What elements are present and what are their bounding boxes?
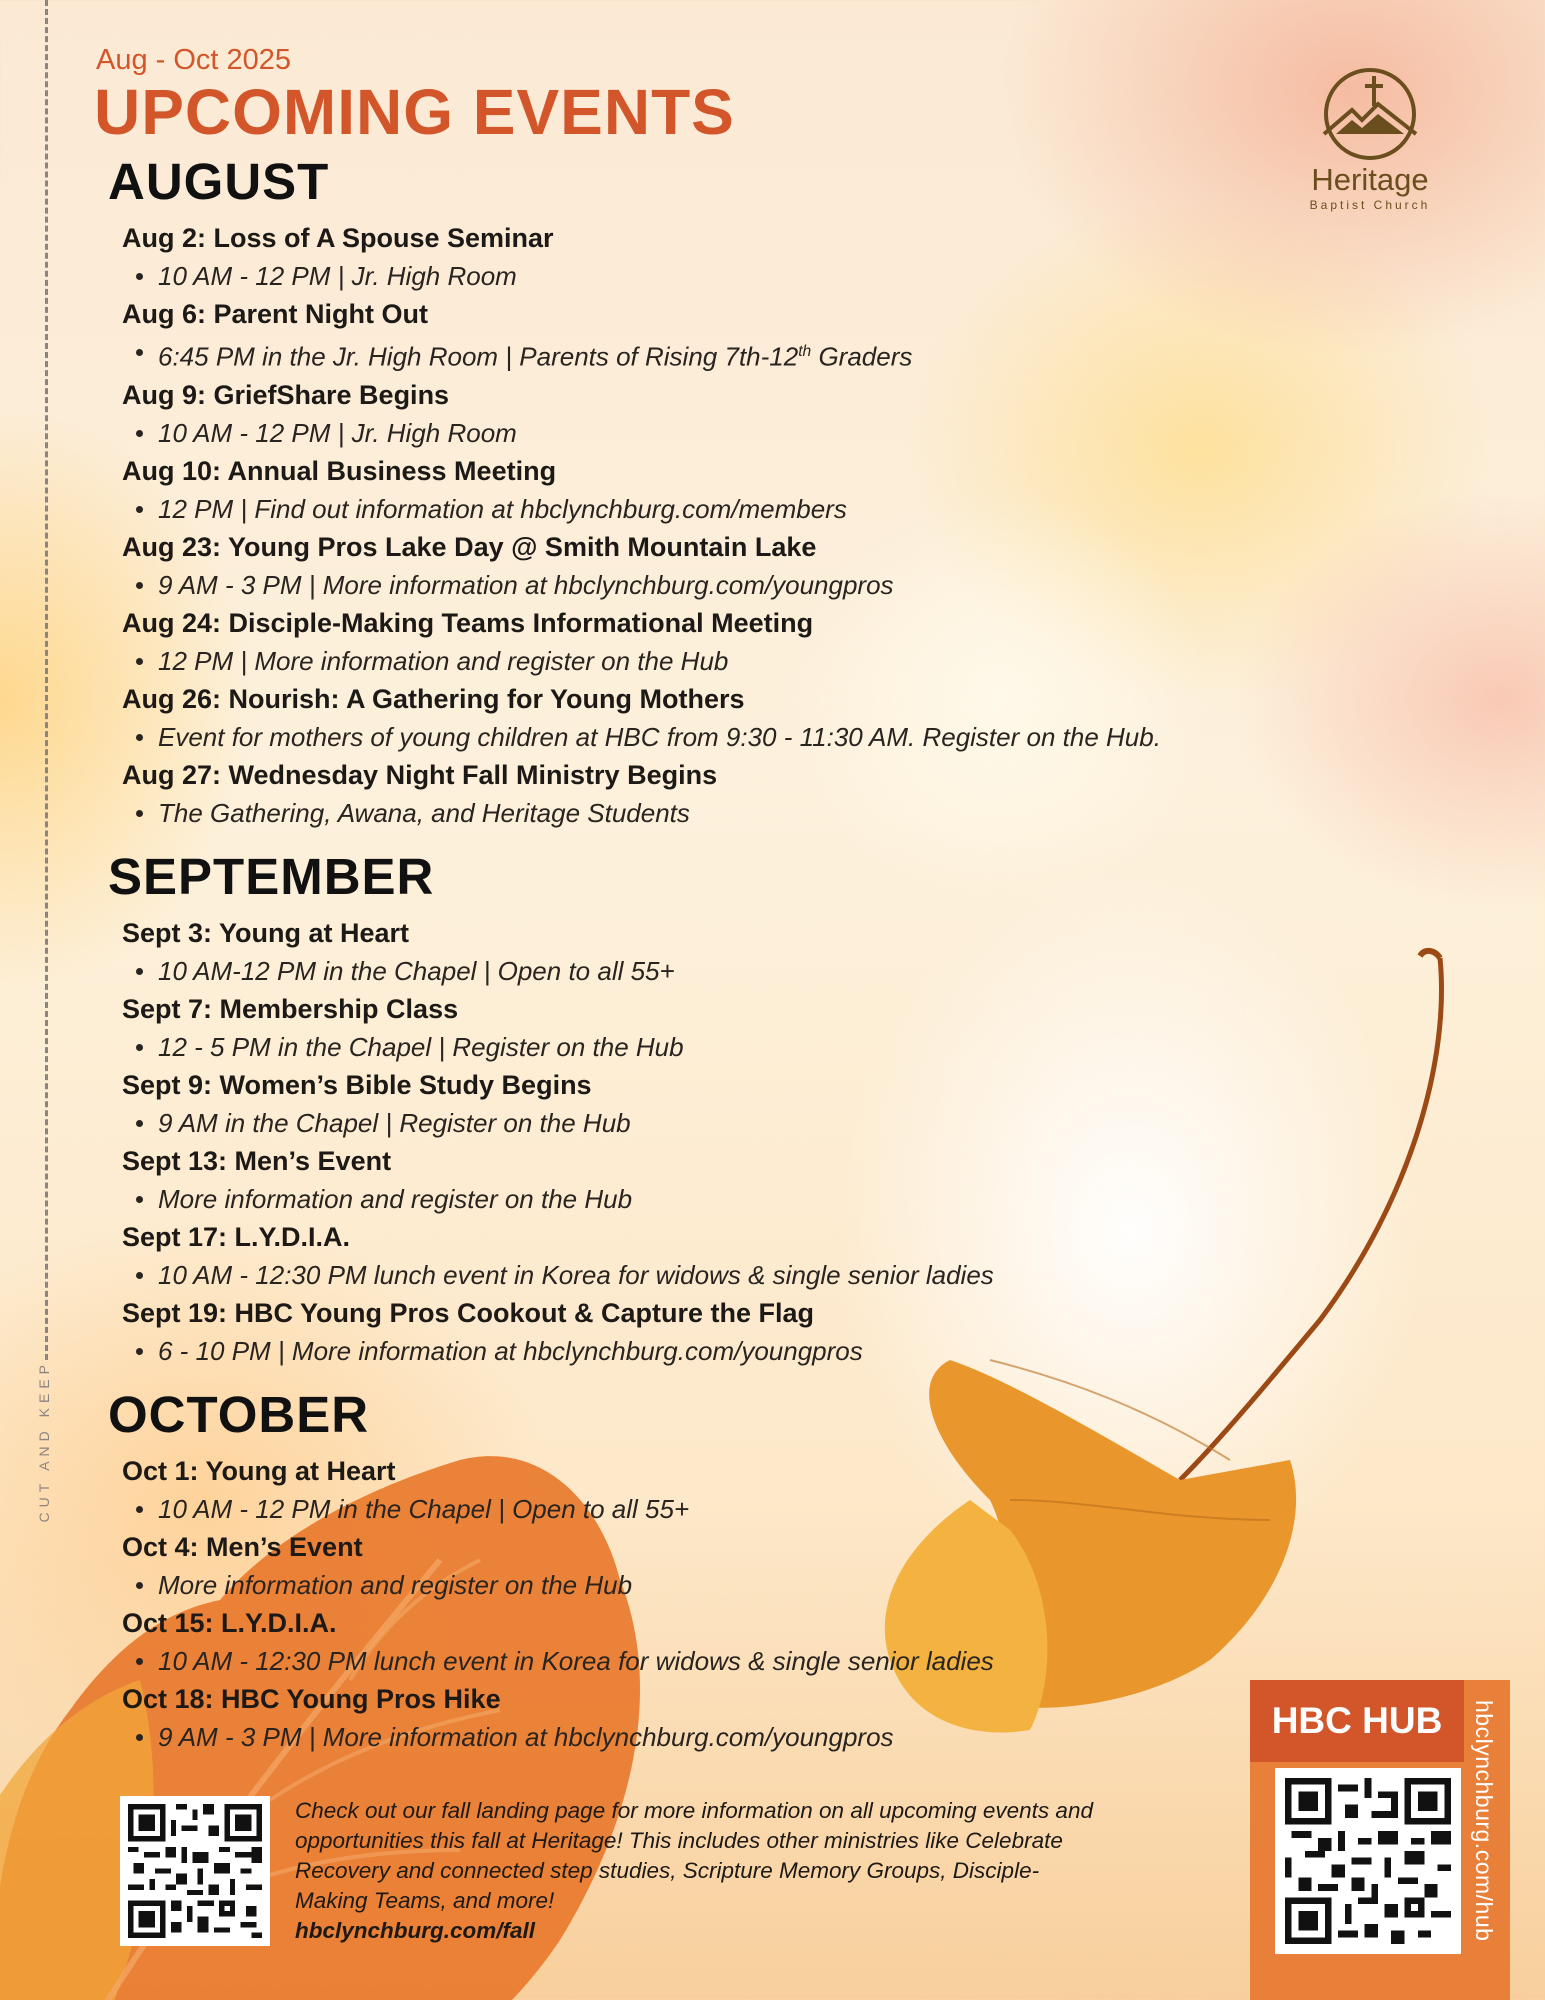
event-detail: The Gathering, Awana, and Heritage Students bbox=[122, 793, 1338, 833]
event-title: Sept 7: Membership Class bbox=[122, 993, 459, 1024]
event-item bbox=[122, 296, 1338, 377]
event-title: Sept 3: Young at Heart bbox=[122, 917, 410, 948]
event-title: Sept 9: Women’s Bible Study Begins bbox=[122, 1069, 592, 1100]
event-title: Aug 10: Annual Business Meeting bbox=[122, 455, 557, 486]
event-detail: 10 AM - 12 PM | Jr. High Room bbox=[122, 413, 1338, 453]
event-item bbox=[122, 529, 1338, 605]
qr-code-icon bbox=[1285, 1778, 1451, 1944]
event-detail: 10 AM - 12:30 PM lunch event in Korea for widows & single senior ladies bbox=[122, 1255, 1338, 1295]
event-detail: 10 AM - 12 PM | Jr. High Room bbox=[122, 256, 1338, 296]
event-title: Aug 26: Nourish: A Gathering for Young Mothers bbox=[122, 683, 745, 714]
event-item bbox=[122, 1453, 1338, 1529]
event-detail: 10 AM - 12:30 PM lunch event in Korea for widows & single senior ladies bbox=[122, 1641, 1338, 1681]
cut-and-keep-label: CUT AND KEEP bbox=[36, 1360, 52, 1523]
event-title: Sept 19: HBC Young Pros Cookout & Capture the Flag bbox=[122, 1297, 815, 1328]
event-item bbox=[122, 991, 1338, 1067]
event-detail: 9 AM - 3 PM | More information at hbclynchburg.com/youngpros bbox=[122, 565, 1338, 605]
page-title: UPCOMING EVENTS bbox=[94, 76, 735, 148]
events-list bbox=[108, 152, 1338, 1757]
event-item bbox=[122, 1529, 1338, 1605]
event-item bbox=[122, 1681, 1338, 1757]
event-detail: 9 AM in the Chapel | Register on the Hub bbox=[122, 1103, 1338, 1143]
month-heading-september: SEPTEMBER bbox=[108, 847, 435, 905]
event-detail: 12 PM | More information and register on the Hub bbox=[122, 641, 1338, 681]
event-item bbox=[122, 377, 1338, 453]
event-detail: 12 - 5 PM in the Chapel | Register on the Hub bbox=[122, 1027, 1338, 1067]
qr-code-icon bbox=[128, 1804, 262, 1938]
event-detail: More information and register on the Hub bbox=[122, 1179, 1338, 1219]
hub-url[interactable]: hbclynchburg.com/hub bbox=[1471, 1700, 1497, 1942]
event-title: Aug 23: Young Pros Lake Day @ Smith Mountain Lake bbox=[122, 531, 817, 562]
event-item bbox=[122, 1219, 1338, 1295]
event-title: Oct 15: L.Y.D.I.A. bbox=[122, 1607, 337, 1638]
event-title: Aug 27: Wednesday Night Fall Ministry Begins bbox=[122, 759, 718, 790]
event-item bbox=[122, 1067, 1338, 1143]
event-detail: 6:45 PM in the Jr. High Room | Parents of Rising 7th-12th Graders bbox=[122, 332, 1338, 377]
event-detail: 6 - 10 PM | More information at hbclynchburg.com/youngpros bbox=[122, 1331, 1338, 1371]
date-range: Aug - Oct 2025 bbox=[96, 44, 292, 76]
event-detail: 10 AM - 12 PM in the Chapel | Open to all 55+ bbox=[122, 1489, 1338, 1529]
footer-description: Check out our fall landing page for more information on all upcoming events and opportunities this fall at Heritage! This includes other ministries like Celebrate Recovery and connected step studies, Scripture Memory Groups, Disciple-Making Teams, and more! bbox=[295, 1798, 1093, 1913]
event-item bbox=[122, 1143, 1338, 1219]
event-title: Oct 1: Young at Heart bbox=[122, 1455, 396, 1486]
month-heading-october: OCTOBER bbox=[108, 1385, 370, 1443]
event-title: Aug 2: Loss of A Spouse Seminar bbox=[122, 223, 554, 253]
event-title: Oct 4: Men’s Event bbox=[122, 1531, 363, 1562]
cut-line bbox=[45, 0, 48, 1360]
logo-subtitle: Baptist Church bbox=[1309, 198, 1431, 212]
footer-info bbox=[295, 1796, 1095, 1946]
event-title: Sept 13: Men’s Event bbox=[122, 1145, 392, 1176]
event-detail: Event for mothers of young children at HBC from 9:30 - 11:30 AM. Register on the Hub. bbox=[122, 717, 1338, 757]
event-item bbox=[122, 1605, 1338, 1681]
hub-title: HBC HUB bbox=[1250, 1680, 1464, 1762]
event-detail: 12 PM | Find out information at hbclynchburg.com/members bbox=[122, 489, 1338, 529]
event-item bbox=[122, 757, 1338, 833]
event-detail: 9 AM - 3 PM | More information at hbclynchburg.com/youngpros bbox=[122, 1717, 1338, 1757]
hub-qr-code[interactable] bbox=[1275, 1768, 1461, 1954]
event-item bbox=[122, 220, 1338, 296]
cross-mountain-icon bbox=[1308, 64, 1432, 164]
event-item bbox=[122, 453, 1338, 529]
event-detail: 10 AM-12 PM in the Chapel | Open to all 55+ bbox=[122, 951, 1338, 991]
event-item bbox=[122, 1295, 1338, 1371]
event-title: Aug 9: GriefShare Begins bbox=[122, 379, 450, 410]
event-title: Aug 6: Parent Night Out bbox=[122, 299, 428, 329]
event-title: Oct 18: HBC Young Pros Hike bbox=[122, 1683, 501, 1714]
fall-page-link[interactable]: hbclynchburg.com/fall bbox=[295, 1918, 536, 1943]
event-detail: More information and register on the Hub bbox=[122, 1565, 1338, 1605]
event-item bbox=[122, 681, 1338, 757]
event-title: Sept 17: L.Y.D.I.A. bbox=[122, 1221, 351, 1252]
event-item bbox=[122, 915, 1338, 991]
logo-name: Heritage bbox=[1311, 162, 1429, 197]
event-item bbox=[122, 605, 1338, 681]
month-heading-august: AUGUST bbox=[108, 153, 330, 210]
event-title: Aug 24: Disciple-Making Teams Informational Meeting bbox=[122, 607, 814, 638]
fall-page-qr-code[interactable] bbox=[120, 1796, 270, 1946]
